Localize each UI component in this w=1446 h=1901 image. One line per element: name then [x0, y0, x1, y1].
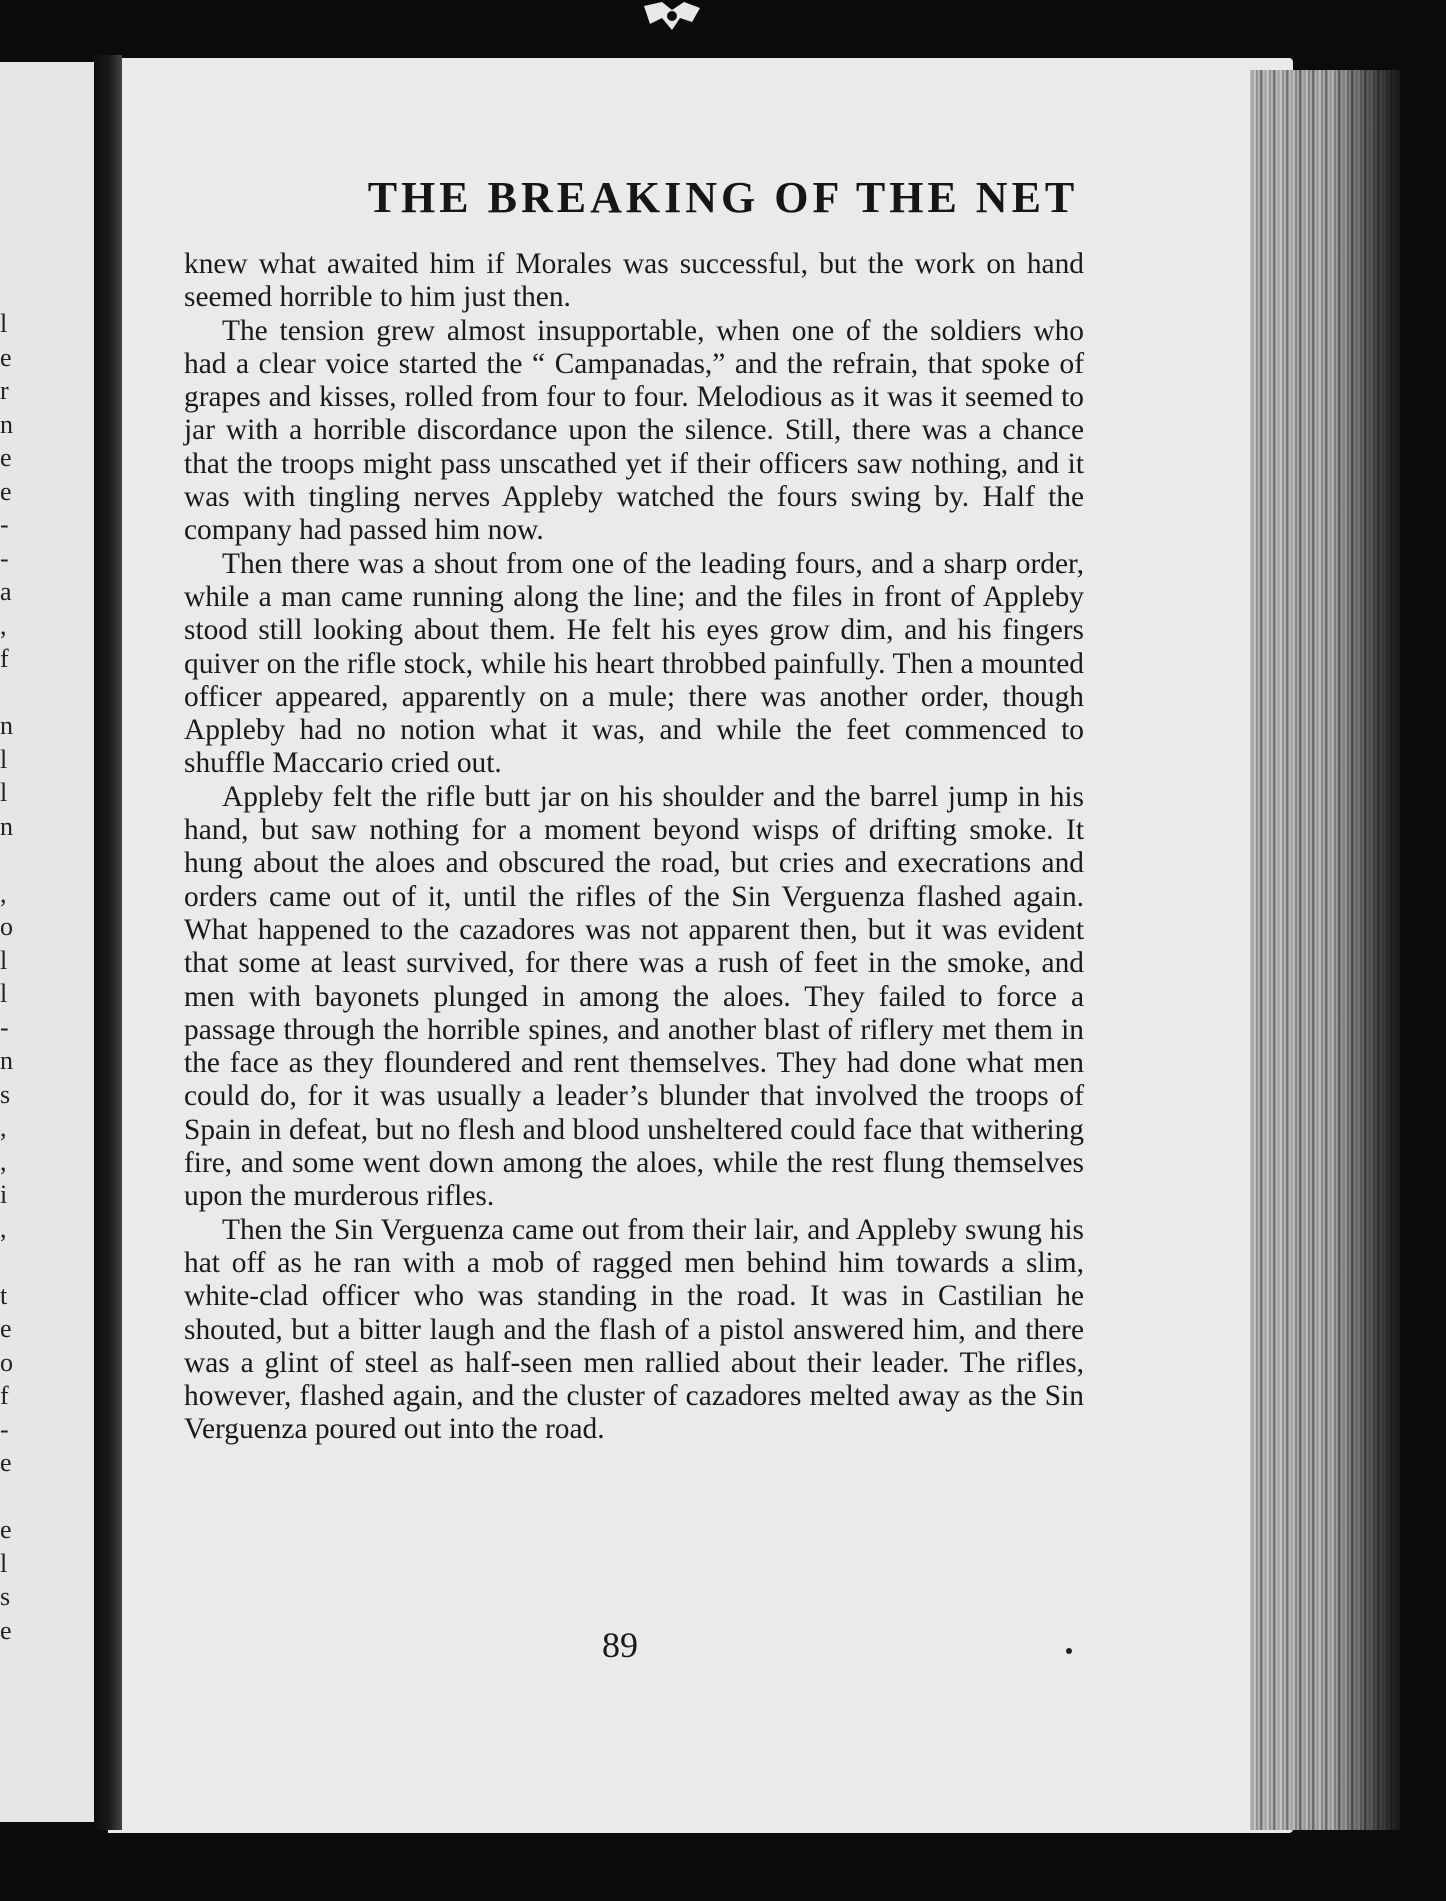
page-block-edge — [1250, 70, 1400, 1830]
book-clasp-ornament — [632, 0, 712, 44]
paragraph: Then there was a shout from one of the leading fours, and a sharp order, while a man came running along the line; and the files in front of Appleby stood still looking about them. He felt his eyes grow dim, and his fingers quiver on the rifle stock, while his heart throbbed painfully. Then a mounted officer appeared, apparently on a mule; there was another order, though Appleby had no notion what it was, and while the feet commenced to shuffle Maccario cried out. — [184, 547, 1084, 780]
facing-page-text-fragments: l e r n e e - - a , f n l l n , o l l - n s , , i , t e o f - e e l s e — [0, 309, 13, 1645]
paragraph: Then the Sin Verguenza came out from their lair, and Appleby swung his hat off as he ran with a mob of ragged men behind him towards a slim, white-clad officer who was standing in the road. It was in Castilian he shouted, but a bitter laugh and the flash of a pistol answered him, and there was a glint of steel as half-seen men rallied about their leader. The rifles, however, flashed again, and the cluster of cazadores melted away as the Sin Verguenza poured out into the road. — [184, 1213, 1084, 1446]
paragraph: knew what awaited him if Morales was successful, but the work on hand seemed horrible to him just then. — [184, 248, 1084, 314]
running-head: THE BREAKING OF THE NET — [367, 173, 1079, 222]
paragraph: The tension grew almost insupportable, when one of the soldiers who had a clear voice started the “ Campanadas,” and the refrain, that spoke of grapes and kisses, rolled from four to four. Melodious as it was it seemed to jar with a horrible discordance upon the silence. Still, there was a chance that the troops might pass unscathed yet if their officers saw nothing, and it was with tingling nerves Appleby watched the fours swing by. Half the company had passed him now. — [184, 314, 1084, 547]
ink-speck — [1066, 1648, 1072, 1654]
paragraph: Appleby felt the rifle butt jar on his shoulder and the barrel jump in his hand, but saw nothing for a moment beyond wisps of drifting smoke. It hung about the aloes and obscured the road, but cries and execrations and orders came out of it, until the rifles of the Sin Verguenza flashed again. What happened to the cazadores was not apparent then, but it was evident that some at least survived, for there was a rush of feet in the smoke, and men with bayonets plunged in among the aloes. They failed to force a passage through the horrible spines, and another blast of riflery met them in the face as they floundered and rent themselves. They had done what men could do, for it was usually a leader’s blunder that involved the troops of Spain in defeat, but no flesh and blood unsheltered could face that withering fire, and some went down among the aloes, while the rest flung themselves upon the murderous rifles. — [184, 780, 1084, 1213]
page-number: 89 — [602, 1625, 638, 1665]
book-gutter — [94, 55, 122, 1830]
facing-page — [0, 62, 94, 1822]
body-text — [184, 248, 1084, 1447]
